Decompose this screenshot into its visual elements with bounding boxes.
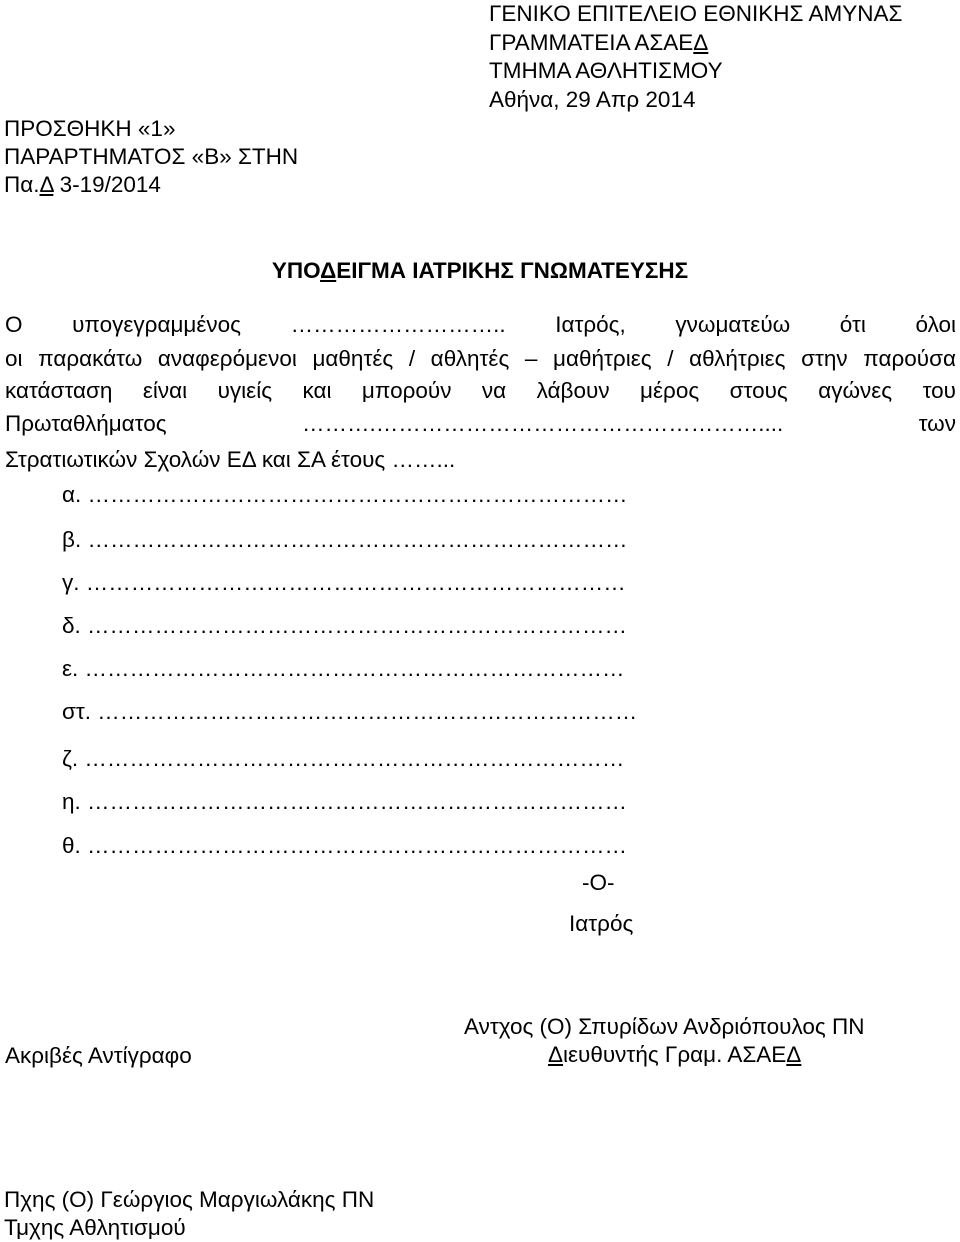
body-line-5: Στρατιωτικών Σχολών ΕΔ και ΣΑ έτους ……... bbox=[5, 447, 456, 472]
footer-title: Τμχης Αθλητισμού bbox=[4, 1215, 186, 1240]
certified-copy-label: Ακριβές Αντίγραφο bbox=[5, 1043, 192, 1068]
director-signature-block bbox=[464, 1013, 865, 1069]
annex-line-2: ΠΑΡΑΡΤΗΜΑΤΟΣ «Β» ΣΤΗΝ bbox=[4, 144, 299, 169]
list-item: α. ……………………………………………………………… bbox=[62, 482, 628, 507]
list-item: ε. ……………………………………………………………… bbox=[62, 656, 625, 681]
issue-date: Αθήνα, 29 Απρ 2014 bbox=[489, 86, 696, 112]
signature-role: Ιατρός bbox=[569, 911, 634, 936]
list-item: β. ……………………………………………………………… bbox=[62, 527, 628, 552]
footer-signatory bbox=[4, 1186, 374, 1242]
body-line-1: Ο υπογεγραμμένος ……………………….. Ιατρός, γνωματεύω ότι όλοι bbox=[5, 312, 956, 337]
document-title: ΥΠΟΔΕΙΓΜΑ ΙΑΤΡΙΚΗΣ ΓΝΩΜΑΤΕΥΣΗΣ bbox=[271, 258, 689, 283]
director-name: Αντχος (Ο) Σπυρίδων Ανδριόπουλος ΠΝ bbox=[464, 1014, 865, 1039]
issuer-line-secretariat: ΓΡΑΜΜΑΤΕΙΑ ΑΣΑΕΔ bbox=[489, 29, 709, 55]
body-line-2: οι παρακάτω αναφερόμενοι μαθητές / αθλητές – μαθήτριες / αθλήτριες στην παρούσα bbox=[5, 346, 956, 371]
list-item: στ. ……………………………………………………………… bbox=[62, 699, 638, 724]
list-item: ζ. ……………………………………………………………… bbox=[62, 746, 625, 771]
issuer-header bbox=[489, 0, 902, 114]
body-line-4: Πρωταθλήματος ……….…………………………………………….... των bbox=[5, 411, 956, 436]
footer-name: Πχης (Ο) Γεώργιος Μαργιωλάκης ΠΝ bbox=[4, 1187, 375, 1212]
list-item: δ. ……………………………………………………………… bbox=[62, 613, 628, 638]
list-item: θ. ……………………………………………………………… bbox=[62, 833, 628, 858]
director-title: Διευθυντής Γραμ. ΑΣΑΕΔ bbox=[548, 1042, 802, 1067]
list-item: η. ……………………………………………………………… bbox=[62, 789, 628, 814]
annex-line-3: Πα.Δ 3-19/2014 bbox=[4, 172, 161, 197]
issuer-line-department: ΤΜΗΜΑ ΑΘΛΗΤΙΣΜΟΥ bbox=[489, 58, 723, 83]
annex-reference bbox=[4, 115, 298, 199]
annex-line-1: ΠΡΟΣΘΗΚΗ «1» bbox=[4, 116, 176, 141]
body-line-3: κατάσταση είναι υγιείς και μπορούν να λάβουν μέρος στους αγώνες του bbox=[5, 378, 956, 403]
signature-mark: -Ο- bbox=[582, 870, 615, 895]
issuer-line-general-staff: ΓΕΝΙΚΟ ΕΠΙΤΕΛΕΙΟ ΕΘΝΙΚΗΣ ΑΜΥΝΑΣ bbox=[489, 1, 903, 26]
list-item: γ. ……………………………………………………………… bbox=[62, 570, 626, 595]
